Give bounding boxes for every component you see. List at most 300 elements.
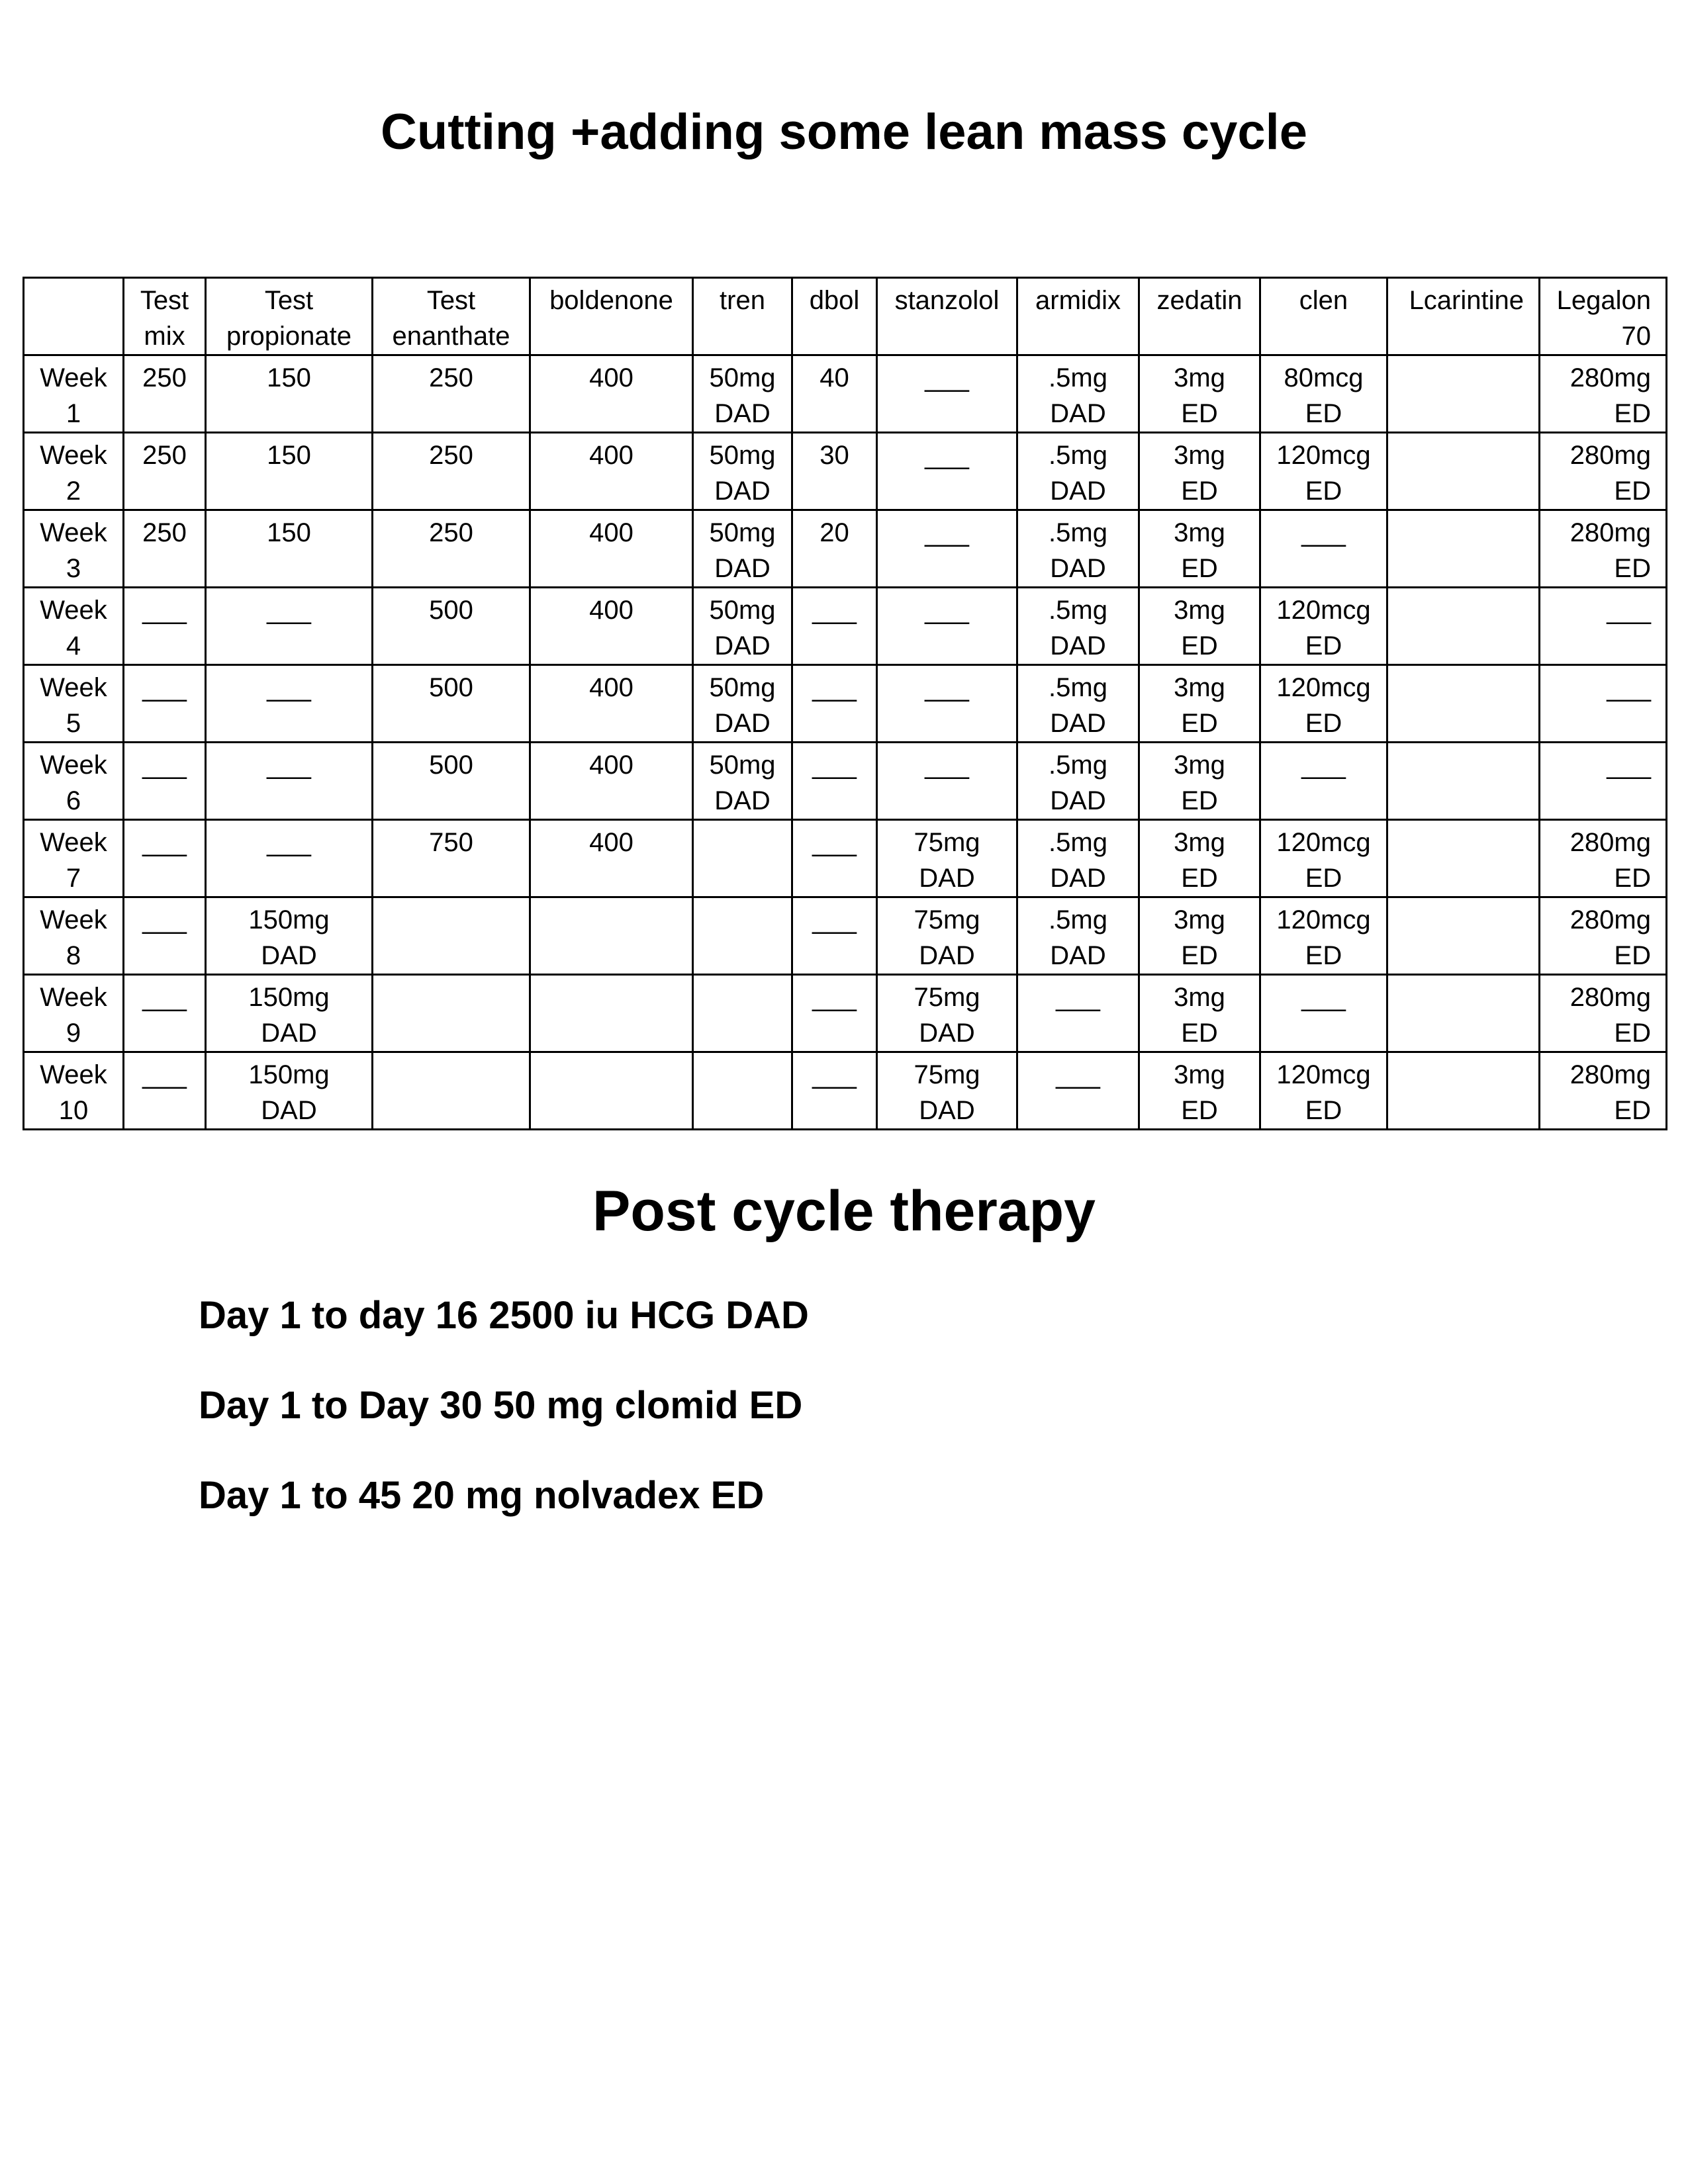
table-cell: [373, 510, 530, 588]
table-row: [24, 1052, 1667, 1130]
cell-line: 3mg: [1174, 363, 1225, 392]
cell-line: 50mg: [709, 751, 776, 780]
column-header: [1017, 278, 1139, 355]
table-cell: [1387, 510, 1540, 588]
table-cell: [530, 820, 693, 897]
cell-line: propionate: [226, 322, 352, 351]
cell-line: 2: [66, 477, 81, 506]
cell-line: ED: [1181, 941, 1218, 970]
table-cell: [124, 355, 206, 433]
cell-line: .5mg: [1049, 596, 1107, 625]
cell-line: armidix: [1035, 286, 1121, 315]
table-cell: [124, 743, 206, 820]
table-cell: [530, 665, 693, 743]
week-label-cell: [24, 510, 124, 588]
table-cell: [1260, 897, 1387, 975]
table-cell: [792, 1052, 877, 1130]
cell-line: ___: [1607, 673, 1651, 702]
table-cell: [1139, 510, 1260, 588]
column-header: [24, 278, 124, 355]
cell-line: ___: [925, 518, 969, 547]
cell-line: 280mg: [1570, 1060, 1651, 1089]
table-cell: [1139, 897, 1260, 975]
cell-line: 280mg: [1570, 905, 1651, 934]
cell-line: DAD: [261, 1096, 317, 1125]
table-row: [24, 975, 1667, 1052]
cell-line: ___: [1301, 983, 1346, 1012]
cell-line: DAD: [919, 1019, 975, 1048]
cell-line: 3mg: [1174, 828, 1225, 857]
column-header: [792, 278, 877, 355]
column-header: [1387, 278, 1540, 355]
column-header: [530, 278, 693, 355]
cell-line: DAD: [714, 709, 771, 738]
table-cell: [1017, 897, 1139, 975]
week-label-cell: [24, 588, 124, 665]
table-cell: [530, 588, 693, 665]
column-header: [1139, 278, 1260, 355]
table-cell: [1017, 1052, 1139, 1130]
table-cell: [530, 743, 693, 820]
table-cell: [877, 1052, 1017, 1130]
cell-line: ___: [1301, 751, 1346, 780]
table-cell: [530, 1052, 693, 1130]
cell-line: Test: [140, 286, 189, 315]
cell-line: DAD: [1050, 554, 1106, 583]
cell-line: ___: [267, 828, 311, 857]
cell-line: 250: [429, 363, 473, 392]
cell-line: 120mcg: [1276, 673, 1371, 702]
table-cell: [206, 665, 373, 743]
table-cell: [693, 743, 792, 820]
cell-line: 50mg: [709, 596, 776, 625]
cell-line: 30: [820, 441, 849, 470]
cell-line: 4: [66, 631, 81, 660]
cell-line: 50mg: [709, 441, 776, 470]
cell-line: DAD: [1050, 631, 1106, 660]
cell-line: ED: [1305, 477, 1342, 506]
table-cell: [206, 588, 373, 665]
cell-line: 3mg: [1174, 1060, 1225, 1089]
table-cell: [1260, 510, 1387, 588]
table-cell: [124, 1052, 206, 1130]
table-row: [24, 355, 1667, 433]
document-title: Cutting +adding some lean mass cycle: [380, 104, 1308, 160]
cell-line: ___: [1056, 1060, 1100, 1089]
column-header: [1260, 278, 1387, 355]
cell-line: ED: [1181, 399, 1218, 428]
table-cell: [206, 743, 373, 820]
cell-line: 250: [142, 441, 187, 470]
table-cell: [877, 743, 1017, 820]
table-cell: [1017, 588, 1139, 665]
cell-line: Week: [40, 983, 107, 1012]
cell-line: 280mg: [1570, 441, 1651, 470]
cell-line: Week: [40, 441, 107, 470]
table-cell: [1387, 665, 1540, 743]
cell-line: Test: [426, 286, 476, 315]
cell-line: ED: [1181, 1019, 1218, 1048]
cell-line: ___: [812, 905, 857, 934]
table-row: [24, 897, 1667, 975]
cell-line: ED: [1305, 864, 1342, 893]
table-cell: [373, 1052, 530, 1130]
cell-line: Test: [264, 286, 314, 315]
table-cell: [1017, 975, 1139, 1052]
table-cell: [693, 355, 792, 433]
cell-line: DAD: [919, 941, 975, 970]
cell-line: ___: [142, 673, 187, 702]
cell-line: dbol: [809, 286, 860, 315]
table-cell: [877, 433, 1017, 510]
cell-line: DAD: [1050, 709, 1106, 738]
table-cell: [1139, 433, 1260, 510]
cell-line: ED: [1305, 399, 1342, 428]
cell-line: 150mg: [248, 983, 330, 1012]
cell-line: .5mg: [1049, 363, 1107, 392]
table-cell: [1387, 820, 1540, 897]
table-cell: [877, 355, 1017, 433]
cell-line: ___: [812, 828, 857, 857]
cell-line: 75mg: [914, 983, 980, 1012]
cell-line: ___: [925, 363, 969, 392]
cell-line: 150mg: [248, 905, 330, 934]
cell-line: 20: [820, 518, 849, 547]
cell-line: ___: [1056, 983, 1100, 1012]
table-cell: [124, 665, 206, 743]
table-cell: [1139, 355, 1260, 433]
table-cell: [1260, 975, 1387, 1052]
cell-line: 280mg: [1570, 828, 1651, 857]
cell-line: 120mcg: [1276, 596, 1371, 625]
cell-line: .5mg: [1049, 673, 1107, 702]
table-cell: [1017, 510, 1139, 588]
cell-line: ED: [1181, 1096, 1218, 1125]
table-cell: [1540, 1052, 1667, 1130]
cell-line: 50mg: [709, 518, 776, 547]
cell-line: 75mg: [914, 1060, 980, 1089]
table-cell: [877, 820, 1017, 897]
cell-line: 400: [589, 363, 633, 392]
cell-line: DAD: [714, 477, 771, 506]
table-row: [24, 820, 1667, 897]
cell-line: ED: [1305, 709, 1342, 738]
table-cell: [693, 897, 792, 975]
table-cell: [1540, 743, 1667, 820]
column-header: [206, 278, 373, 355]
cell-line: 3mg: [1174, 983, 1225, 1012]
cell-line: ED: [1305, 941, 1342, 970]
cell-line: 3mg: [1174, 673, 1225, 702]
table-cell: [1260, 1052, 1387, 1130]
table-cell: [1017, 433, 1139, 510]
cell-line: 8: [66, 941, 81, 970]
cell-line: boldenone: [549, 286, 673, 315]
table-cell: [792, 355, 877, 433]
cell-line: ED: [1614, 1096, 1651, 1125]
cell-line: ___: [1301, 518, 1346, 547]
cell-line: ED: [1181, 864, 1218, 893]
cell-line: 250: [142, 518, 187, 547]
cell-line: 5: [66, 709, 81, 738]
cell-line: .5mg: [1049, 441, 1107, 470]
cell-line: ED: [1181, 631, 1218, 660]
cell-line: ED: [1614, 1019, 1651, 1048]
cell-line: ___: [812, 751, 857, 780]
table-cell: [1387, 1052, 1540, 1130]
cell-line: ED: [1614, 864, 1651, 893]
week-label-cell: [24, 975, 124, 1052]
cell-line: Week: [40, 363, 107, 392]
table-cell: [1260, 355, 1387, 433]
table-cell: [693, 433, 792, 510]
table-cell: [693, 1052, 792, 1130]
cell-line: ___: [812, 1060, 857, 1089]
pct-title: Post cycle therapy: [592, 1179, 1096, 1243]
table-cell: [1540, 897, 1667, 975]
table-cell: [792, 743, 877, 820]
cell-line: DAD: [1050, 941, 1106, 970]
table-row: [24, 743, 1667, 820]
table-cell: [1139, 588, 1260, 665]
cell-line: ___: [142, 596, 187, 625]
column-header: [877, 278, 1017, 355]
table-cell: [206, 1052, 373, 1130]
cell-line: DAD: [261, 1019, 317, 1048]
cell-line: 280mg: [1570, 983, 1651, 1012]
table-cell: [373, 665, 530, 743]
cell-line: ___: [925, 441, 969, 470]
table-cell: [792, 665, 877, 743]
cell-line: .5mg: [1049, 751, 1107, 780]
cell-line: ___: [267, 673, 311, 702]
cell-line: 50mg: [709, 363, 776, 392]
cell-line: 3mg: [1174, 441, 1225, 470]
table-cell: [1017, 665, 1139, 743]
cell-line: ___: [1607, 596, 1651, 625]
cell-line: 150: [267, 518, 311, 547]
cell-line: Week: [40, 673, 107, 702]
table-cell: [1139, 1052, 1260, 1130]
cell-line: ___: [925, 751, 969, 780]
cell-line: 250: [142, 363, 187, 392]
cell-line: ___: [925, 673, 969, 702]
cell-line: 500: [429, 751, 473, 780]
cell-line: DAD: [714, 631, 771, 660]
table-cell: [373, 355, 530, 433]
cell-line: ED: [1181, 786, 1218, 815]
table-cell: [693, 665, 792, 743]
table-cell: [373, 975, 530, 1052]
cell-line: 120mcg: [1276, 828, 1371, 857]
cell-line: ED: [1181, 709, 1218, 738]
week-label-cell: [24, 820, 124, 897]
cell-line: 9: [66, 1019, 81, 1048]
table-cell: [1387, 588, 1540, 665]
table-cell: [1139, 820, 1260, 897]
cell-line: mix: [144, 322, 185, 351]
pct-list: [199, 1289, 809, 1559]
table-cell: [206, 355, 373, 433]
table-cell: [373, 433, 530, 510]
table-cell: [1540, 588, 1667, 665]
cell-line: 6: [66, 786, 81, 815]
table-cell: [124, 433, 206, 510]
cell-line: 3mg: [1174, 751, 1225, 780]
table-cell: [1387, 355, 1540, 433]
table-cell: [206, 510, 373, 588]
cell-line: ___: [267, 596, 311, 625]
table-cell: [1540, 665, 1667, 743]
cell-line: DAD: [714, 786, 771, 815]
cell-line: 400: [589, 751, 633, 780]
column-header: [693, 278, 792, 355]
cell-line: ___: [812, 983, 857, 1012]
pct-line-clomid: Day 1 to Day 30 50 mg clomid ED: [199, 1384, 803, 1427]
cell-line: DAD: [1050, 477, 1106, 506]
cell-line: DAD: [919, 864, 975, 893]
column-header: [124, 278, 206, 355]
cell-line: ED: [1614, 941, 1651, 970]
table-cell: [206, 433, 373, 510]
table-cell: [530, 510, 693, 588]
cell-line: 3mg: [1174, 905, 1225, 934]
cell-line: Week: [40, 596, 107, 625]
cell-line: 400: [589, 673, 633, 702]
cell-line: 7: [66, 864, 81, 893]
table-cell: [1139, 743, 1260, 820]
cell-line: 150: [267, 363, 311, 392]
header-row: [24, 278, 1667, 355]
column-header: [1540, 278, 1667, 355]
table-cell: [792, 433, 877, 510]
cell-line: 3: [66, 554, 81, 583]
cell-line: ED: [1181, 554, 1218, 583]
cell-line: 75mg: [914, 905, 980, 934]
cell-line: .5mg: [1049, 828, 1107, 857]
table-cell: [877, 588, 1017, 665]
cell-line: ___: [812, 596, 857, 625]
table-cell: [530, 355, 693, 433]
table-cell: [1540, 355, 1667, 433]
table-cell: [1540, 510, 1667, 588]
table-cell: [1387, 433, 1540, 510]
cell-line: 120mcg: [1276, 441, 1371, 470]
cell-line: DAD: [714, 554, 771, 583]
table-cell: [373, 820, 530, 897]
cell-line: 400: [589, 596, 633, 625]
cell-line: ED: [1614, 554, 1651, 583]
cell-line: ___: [142, 1060, 187, 1089]
cell-line: ED: [1181, 477, 1218, 506]
table-cell: [792, 510, 877, 588]
table-cell: [1260, 743, 1387, 820]
table-row: [24, 510, 1667, 588]
cell-line: ED: [1305, 631, 1342, 660]
cell-line: .5mg: [1049, 518, 1107, 547]
cell-line: 40: [820, 363, 849, 392]
table-cell: [1540, 820, 1667, 897]
table-cell: [693, 975, 792, 1052]
table-cell: [792, 820, 877, 897]
table-cell: [1387, 743, 1540, 820]
table-cell: [206, 975, 373, 1052]
cell-line: Legalon: [1556, 286, 1651, 315]
table-cell: [1540, 433, 1667, 510]
cell-line: 250: [429, 441, 473, 470]
cell-line: 75mg: [914, 828, 980, 857]
cell-line: 120mcg: [1276, 905, 1371, 934]
cell-line: 10: [58, 1096, 89, 1125]
table-cell: [877, 975, 1017, 1052]
cell-line: ED: [1614, 477, 1651, 506]
cell-line: Week: [40, 518, 107, 547]
table-cell: [792, 975, 877, 1052]
cell-line: DAD: [261, 941, 317, 970]
table-row: [24, 588, 1667, 665]
cell-line: ___: [267, 751, 311, 780]
cell-line: ED: [1305, 1096, 1342, 1125]
cell-line: clen: [1299, 286, 1348, 315]
week-label-cell: [24, 665, 124, 743]
cell-line: ___: [925, 596, 969, 625]
table-cell: [693, 588, 792, 665]
cell-line: ___: [142, 751, 187, 780]
table-cell: [124, 510, 206, 588]
cell-line: 400: [589, 441, 633, 470]
cell-line: ___: [142, 828, 187, 857]
week-label-cell: [24, 355, 124, 433]
cell-line: enanthate: [392, 322, 510, 351]
table-cell: [1387, 975, 1540, 1052]
cell-line: 150: [267, 441, 311, 470]
cell-line: 150mg: [248, 1060, 330, 1089]
table-row: [24, 665, 1667, 743]
cell-line: 280mg: [1570, 363, 1651, 392]
table-cell: [530, 897, 693, 975]
table-cell: [1387, 897, 1540, 975]
cell-line: ED: [1614, 399, 1651, 428]
table-cell: [124, 897, 206, 975]
table-cell: [792, 588, 877, 665]
cell-line: 1: [66, 399, 81, 428]
cell-line: Week: [40, 828, 107, 857]
table-cell: [373, 588, 530, 665]
table-cell: [693, 820, 792, 897]
cell-line: .5mg: [1049, 905, 1107, 934]
cell-line: stanzolol: [894, 286, 1000, 315]
cell-line: Week: [40, 905, 107, 934]
cell-line: 250: [429, 518, 473, 547]
cell-line: DAD: [919, 1096, 975, 1125]
cell-line: 280mg: [1570, 518, 1651, 547]
cell-line: 80mcg: [1284, 363, 1364, 392]
table-cell: [206, 820, 373, 897]
cell-line: 3mg: [1174, 518, 1225, 547]
cell-line: tren: [720, 286, 765, 315]
table-cell: [1260, 820, 1387, 897]
cell-line: ___: [142, 983, 187, 1012]
table-cell: [1260, 665, 1387, 743]
table-cell: [877, 897, 1017, 975]
cell-line: ___: [142, 905, 187, 934]
table-cell: [373, 743, 530, 820]
cell-line: 500: [429, 673, 473, 702]
pct-line-nolvadex: Day 1 to 45 20 mg nolvadex ED: [199, 1474, 765, 1517]
cell-line: 120mcg: [1276, 1060, 1371, 1089]
table-cell: [1260, 433, 1387, 510]
cycle-table: [23, 277, 1667, 1130]
